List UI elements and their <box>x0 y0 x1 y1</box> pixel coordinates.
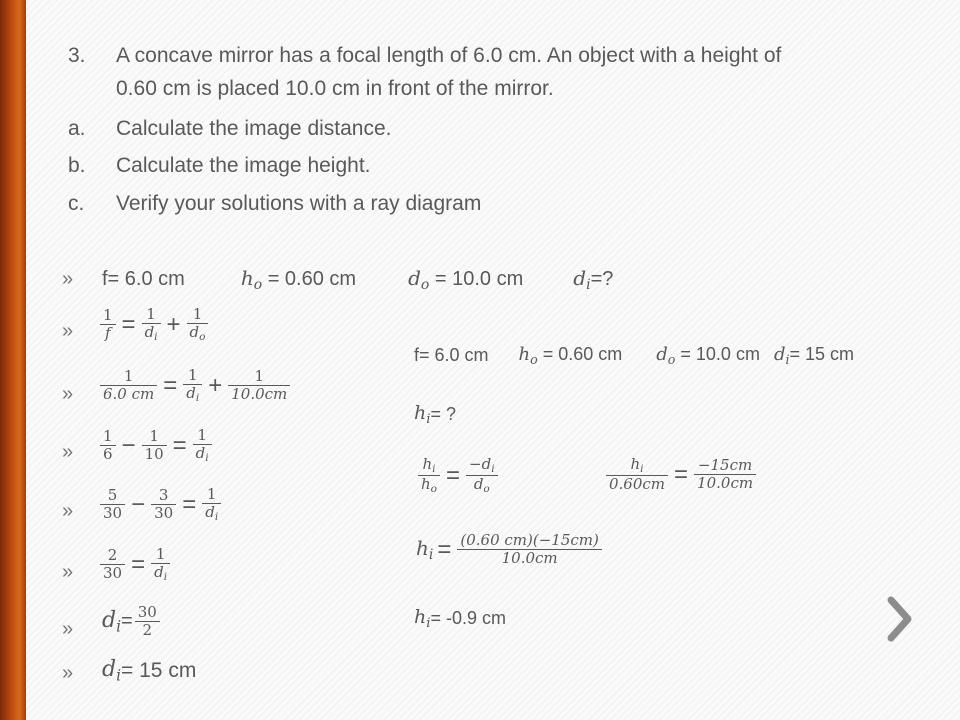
answer-image-height: $h_i$ = -0.9 cm <box>414 606 507 631</box>
given-do: $d_o = 10.0$ cm <box>408 266 524 294</box>
magnification-substitute: $\frac{h_i}{0.60cm}$ = $\frac{-15cm}{10.0cm}$ <box>604 456 758 493</box>
accent-bar <box>0 0 26 720</box>
given-ho-right: $h_o = 0.60$ cm <box>518 344 623 367</box>
equation-common-denominator: $\frac{5}{30}$ − $\frac{3}{30}$ = $\frac{1}{d_i}$ <box>98 486 223 523</box>
bullet-3: » <box>62 383 74 405</box>
bullet-8: » <box>62 662 74 684</box>
left-givens <box>102 266 613 293</box>
equation-invert: $d_i$ = $\frac{30}{2}$ <box>102 604 162 640</box>
frac-1-f: $\frac{1}{f}$ <box>100 307 116 343</box>
given-do-right: $d_o = 10.0$ cm <box>656 344 760 367</box>
given-ho: $h_o = 0.60$ cm <box>240 266 357 294</box>
problem-statement-line1: A concave mirror has a focal length of 6.0 cm. An object with a height of <box>116 44 782 67</box>
image-height-unknown: $h_i$ = ? <box>414 402 457 427</box>
part-label-a: a. <box>68 117 86 140</box>
image-height-formula: $h_i$ = $\frac{(0.60 cm)(-15cm)}{10.0cm}$ <box>416 532 604 568</box>
part-label-b: b. <box>68 154 86 177</box>
bullet-5: » <box>62 500 74 522</box>
problem-number: 3. <box>68 44 86 67</box>
chevron-right-icon[interactable] <box>886 596 914 647</box>
given-f: f= 6.0 cm <box>102 268 185 291</box>
part-label-c: c. <box>68 192 85 215</box>
given-f-right: f= 6.0 cm <box>414 344 489 365</box>
answer-image-distance: $d_i$ = 15 cm <box>102 657 197 685</box>
bullet-6: » <box>62 561 74 583</box>
bullet-7: » <box>62 618 74 640</box>
bullet-1: » <box>62 268 74 290</box>
equation-simplify: $\frac{2}{30}$ = $\frac{1}{d_i}$ <box>98 546 172 583</box>
equation-rearrange: $\frac{1}{6}$ − $\frac{1}{10}$ = $\frac{1}{d_i}$ <box>98 427 214 464</box>
part-text-a: Calculate the image distance. <box>116 117 392 140</box>
equation-mirror: $\frac{1}{f}$ = $\frac{1}{d_i}$ + $\frac{1}{d_o}$ <box>98 306 210 343</box>
problem-statement-line2: 0.60 cm is placed 10.0 cm in front of the mirror. <box>116 77 554 100</box>
bullet-4: » <box>62 441 74 463</box>
part-text-c: Verify your solutions with a ray diagram <box>116 192 482 215</box>
magnification-equation: $\frac{h_i}{h_o}$ = $\frac{-d_i}{d_o}$ <box>416 456 500 495</box>
part-text-b: Calculate the image height. <box>116 154 371 177</box>
bullet-2: » <box>62 320 74 342</box>
right-givens <box>414 344 854 367</box>
given-di: $d_i=$? <box>573 266 614 294</box>
given-di-right: $d_i= 15$ cm <box>773 344 855 367</box>
equation-substitute: $\frac{1}{6.0 cm}$ = $\frac{1}{d_i}$ + $\frac{1}{10.0cm}$ <box>98 367 292 404</box>
